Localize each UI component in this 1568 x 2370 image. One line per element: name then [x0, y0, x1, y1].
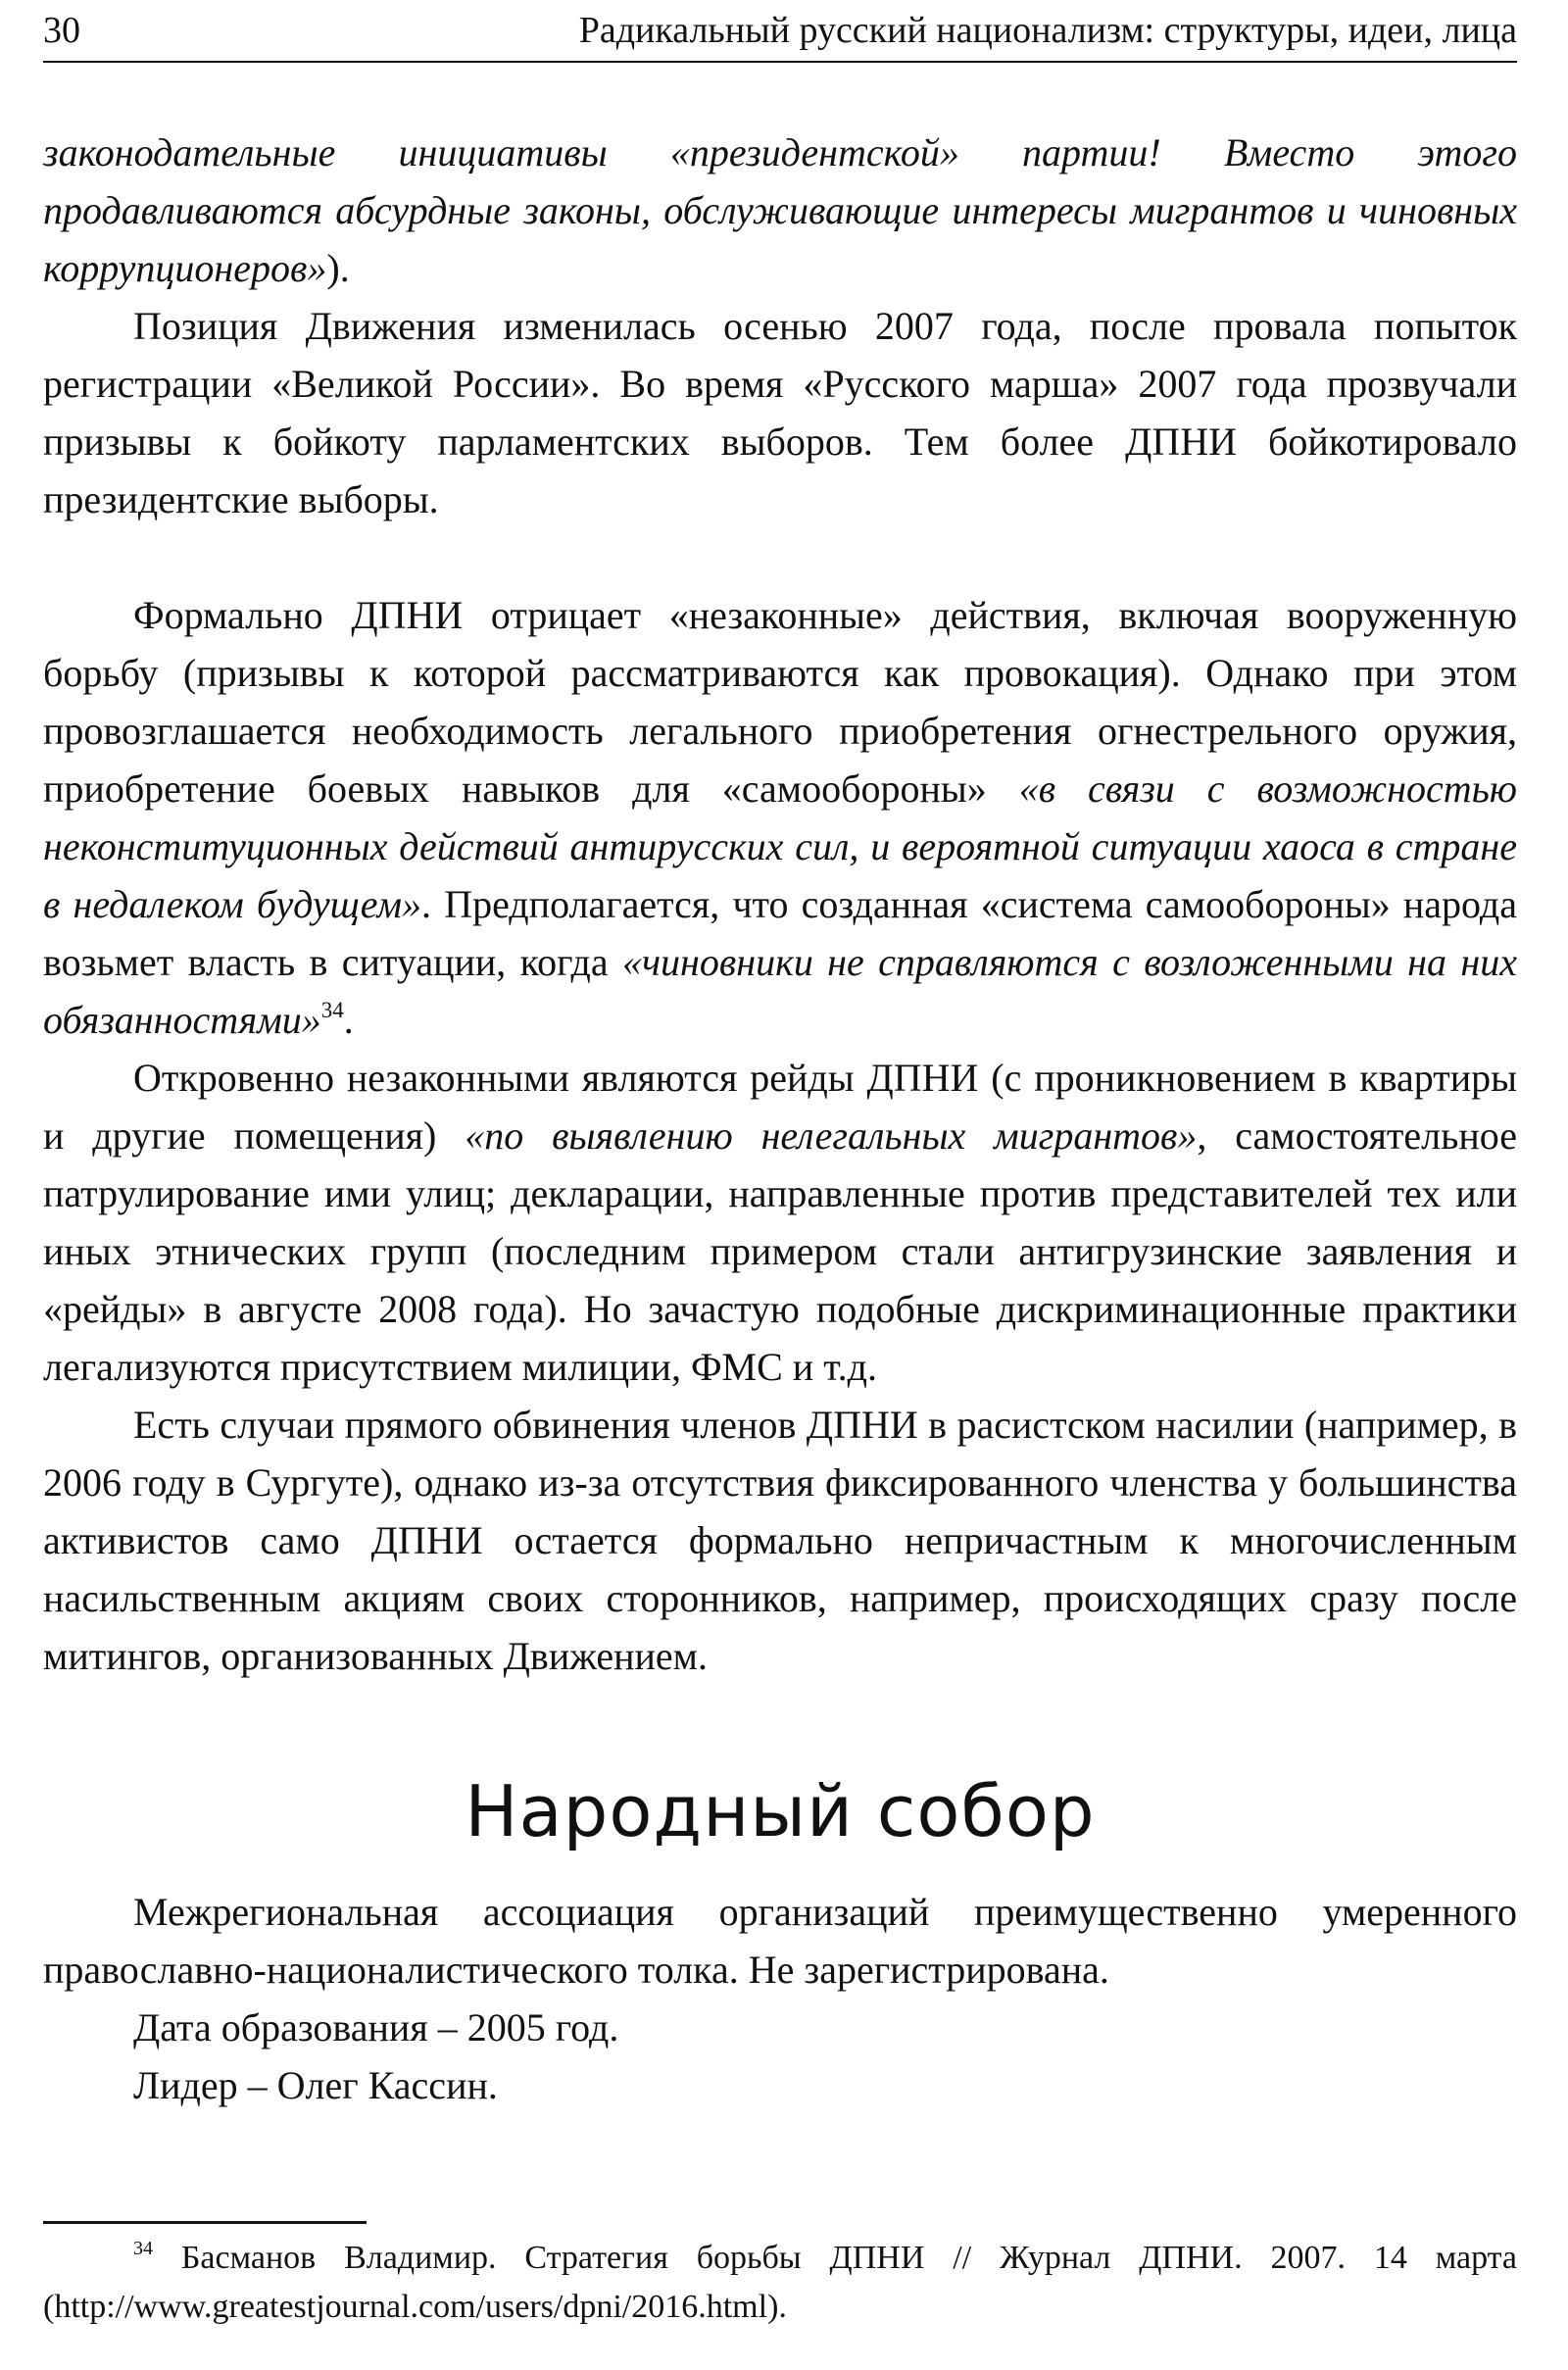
paragraph-gap — [43, 528, 1517, 586]
running-title: Радикальный русский национализм: структуры, идеи, лица — [578, 10, 1517, 51]
section-description: Межрегиональная ассоциация организаций преимущественно умеренного православно-националистического толка. Не зарегистрирована. — [43, 1890, 1517, 1992]
footnote-rule — [43, 2221, 367, 2224]
text-run: Откровенно незаконными являются рейды ДПНИ (с проникновением в квартиры и другие помещения) — [43, 1056, 1517, 1158]
footnotes — [43, 2221, 1517, 2332]
text-run: , самостоятельное патрулирование ими улиц; декларации, направленные против представителей тех или иных этнических групп (последним примером стали антигрузинские заявления и «рейды» в августе 2008 года). Но зачастую подобные дискриминационные практики легализуются присутствием милиции, ФМС и т.д. — [43, 1113, 1518, 1389]
paragraph-1 — [43, 123, 1517, 297]
section-heading: Народный собор — [465, 1770, 1096, 1852]
text-run: . — [343, 998, 354, 1042]
running-header — [43, 0, 1517, 63]
footnote-34 — [43, 2234, 1517, 2332]
quote-italic: «по выявлению нелегальных мигрантов» — [465, 1113, 1198, 1158]
page-number: 30 — [43, 10, 80, 51]
body-text — [43, 123, 1517, 2114]
footnote-ref[interactable]: 34 — [320, 998, 344, 1022]
footnote-number: 34 — [133, 2238, 153, 2259]
founded-date: Дата образования – 2005 год. — [133, 2005, 619, 2049]
paragraph-4 — [43, 1049, 1517, 1396]
footnote-text: Басманов Владимир. Стратегия борьбы ДПНИ // Журнал ДПНИ. 2007. 14 марта (http://www.greatestjournal.com/users/dpni/2016.html). — [43, 2240, 1517, 2325]
paragraph-3 — [43, 586, 1517, 1049]
quote-italic: «чиновники не справляются с возложенными на них обязанностями» — [43, 940, 1517, 1042]
paragraph-2: Позиция Движения изменилась осенью 2007 года, после провала попыток регистрации «Великой России». Во время «Русского марша» 2007 года прозвучали призывы к бойкоту парламентских выборов. Тем более ДПНИ бойкотировало президентские выборы. — [43, 304, 1517, 521]
text-run: Формально ДПНИ отрицает «незаконные» действия, включая вооруженную борьбу (призывы к которой рассматриваются как провокация). Однако при этом провозглашается необходимость легального приобретения огнестрельного оружия, приобретение боевых навыков для «самообороны» — [43, 593, 1517, 811]
quote-italic: «в связи с возможностью неконституционных действий антирусских сил, и вероятной ситуации хаоса в стране в недалеком будущем» — [43, 766, 1518, 926]
leader-name: Лидер – Олег Кассин. — [133, 2063, 498, 2107]
paragraph-5: Есть случаи прямого обвинения членов ДПНИ в расистском насилии (например, в 2006 году в Сургуте), однако из-за отсутствия фиксированного членства у большинства активистов само ДПНИ остается формально непричастным к многочисленным насильственным акциям своих сторонников, например, происходящих сразу после митингов, организованных Движением. — [43, 1403, 1517, 1678]
quote-italic: законодательные инициативы «президентской» партии! Вместо этого продавливаются абсурдные законы, обслуживающие интересы мигрантов и чиновных коррупционеров» — [43, 130, 1517, 290]
text-run: ). — [326, 246, 350, 290]
text-run: . Предполагается, что созданная «система самообороны» народа возьмет власть в ситуации, когда — [43, 882, 1517, 984]
